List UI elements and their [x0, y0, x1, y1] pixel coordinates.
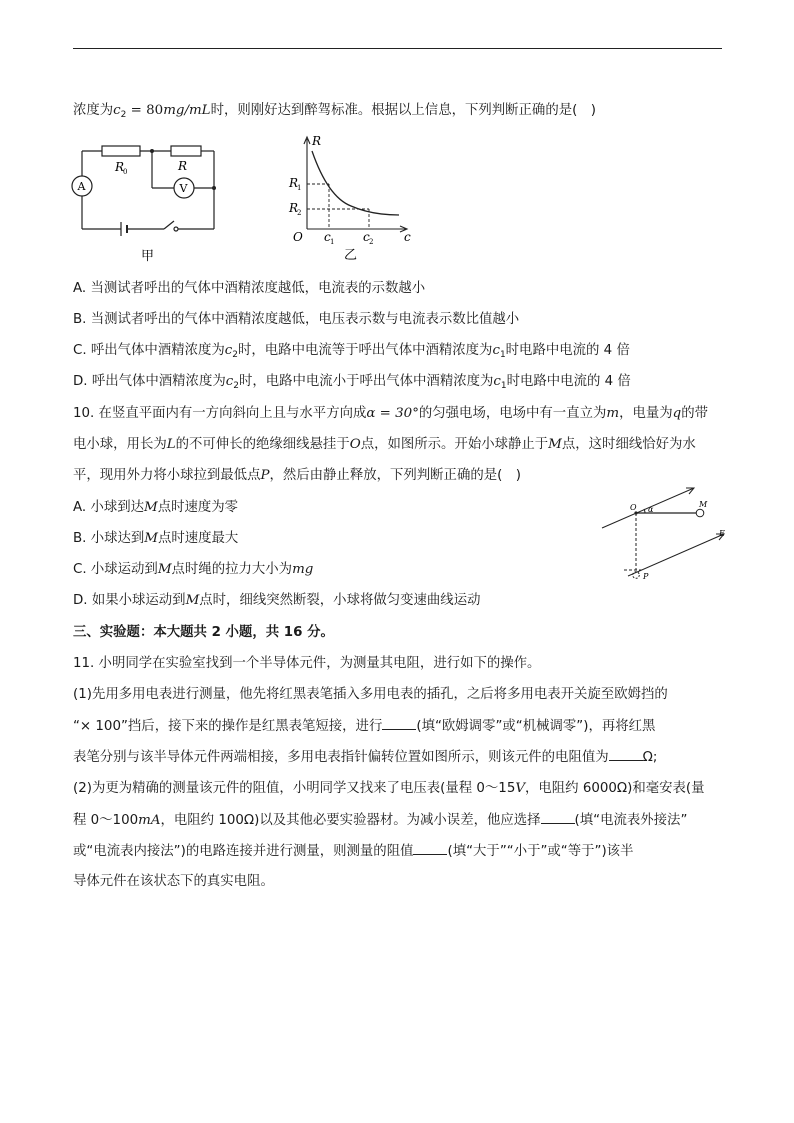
ammeter-label: A — [77, 180, 86, 193]
q10-option-d: D. 如果小球运动到M点时，细线突然断裂，小球将做匀变速曲线运动 — [73, 593, 481, 608]
q11-part1-line-3: 表笔分别与该半导体元件两端相接，多用电表指针偏转位置如图所示，则该元件的电阻值为 Ω; — [73, 750, 658, 765]
q9-option-d: D. 呼出气体中酒精浓度为$c_2$时，电路中电流小于呼出气体中酒精浓度为$c_1$时电路中电流的 4 倍 — [73, 374, 631, 391]
r1-subscript: 1 — [297, 184, 302, 192]
ball-m — [696, 509, 704, 517]
field-line-lower — [628, 534, 724, 576]
q11-part1-line-1: (1)先用多用电表进行测量，他先将红黑表笔插入多用电表的插孔，之后将多用电表开关旋至欧姆挡的 — [73, 687, 668, 702]
q9-option-a: A. 当测试者呼出的气体中酒精浓度越低，电流表的示数越小 — [73, 281, 426, 296]
q11-intro: 11. 小明同学在实验室找到一个半导体元件，为测量其电阻，进行如下的操作。 — [73, 656, 541, 671]
answer-blank-2[interactable] — [609, 748, 643, 761]
q10-line-1: 10. 在竖直平面内有一方向斜向上且与水平方向成α = 30°的匀强电场，电场中有一直立为m，电量为q的带 — [73, 406, 708, 421]
q11-part2-line-1: (2)为更为精确的测量该元件的阻值，小明同学又找来了电压表(量程 0～15V，电阻约 6000Ω)和毫安表(量 — [73, 781, 705, 796]
field-e-label: E — [719, 529, 725, 538]
origin-label: O — [293, 230, 303, 244]
answer-blank-1[interactable] — [382, 717, 416, 730]
resistor-r — [171, 146, 201, 156]
alpha-label: α — [648, 505, 654, 514]
q11-part1-line-2: “× 100”挡后，接下来的操作是红黑表笔短接，进行 (填“欧姆调零”或“机械调零”)，再将红黑 — [73, 719, 656, 734]
q11-part2-line-4: 导体元件在该状态下的真实电阻。 — [73, 874, 274, 889]
q10-option-c: C. 小球运动到M点时绳的拉力大小为mg — [73, 562, 314, 577]
q9-option-b: B. 当测试者呼出的气体中酒精浓度越低，电压表示数与电流表示数比值越小 — [73, 312, 520, 327]
caption-yi: 乙 — [344, 248, 358, 263]
graph-yi — [285, 131, 420, 263]
point-m-label: M — [699, 500, 708, 509]
x-axis-label: c — [404, 230, 411, 244]
voltmeter-label: V — [179, 182, 188, 195]
header-rule — [73, 48, 722, 49]
caption-jia: 甲 — [141, 249, 155, 264]
c2-subscript: 2 — [369, 238, 374, 246]
answer-blank-4[interactable] — [413, 842, 447, 855]
c2-label: c — [363, 230, 370, 244]
r0-subscript: 0 — [123, 168, 128, 176]
r-label: R — [178, 159, 188, 173]
point-o-label: O — [630, 503, 637, 512]
q10-line-2: 电小球，用长为L的不可伸长的绝缘细线悬挂于O点，如图所示。开始小球静止于M点，这时细线恰好为水 — [73, 437, 696, 452]
q11-part2-line-2: 程 0～100mA，电阻约 100Ω)以及其他必要实验器材。为减小误差，他应选择 (填“电流表外接法” — [73, 813, 688, 828]
r2-subscript: 2 — [297, 209, 302, 217]
r0-label: R — [115, 160, 125, 174]
q11-part2-line-3: 或“电流表内接法”)的电路连接并进行测量，则测量的阻值 (填“大于”“小于”或“等于”)该半 — [73, 844, 634, 859]
c1-label: c — [324, 230, 331, 244]
switch-blade — [164, 221, 174, 229]
y-axis-label: R — [312, 134, 322, 148]
c1-subscript: 1 — [330, 238, 335, 246]
resistor-r0 — [102, 146, 140, 156]
q10-option-b: B. 小球达到M点时速度最大 — [73, 531, 239, 546]
point-p-label: P — [643, 572, 649, 581]
q10-line-3: 平，现用外力将小球拉到最低点P，然后由静止释放，下列判断正确的是( ) — [73, 468, 521, 483]
section-3-heading: 三、实验题：本大题共 2 小题，共 16 分。 — [73, 625, 334, 640]
q10-option-a: A. 小球到达M点时速度为零 — [73, 500, 239, 515]
circuit-diagram-jia — [70, 136, 230, 266]
q9-option-c: C. 呼出气体中酒精浓度为$c_2$时，电路中电流等于呼出气体中酒精浓度为$c_1$时电路中电流的 4 倍 — [73, 343, 630, 360]
r1-label: R — [289, 176, 299, 190]
q9-intro: 浓度为$c_2 = 80mg/mL$时，则刚好达到醉驾标准。根据以上信息，下列判断正确的是( ) — [73, 103, 596, 120]
switch-contact — [174, 227, 178, 231]
answer-blank-3[interactable] — [541, 811, 575, 824]
field-pendulum-diagram — [596, 476, 736, 586]
r2-label: R — [289, 201, 299, 215]
r-c-curve — [312, 151, 399, 215]
